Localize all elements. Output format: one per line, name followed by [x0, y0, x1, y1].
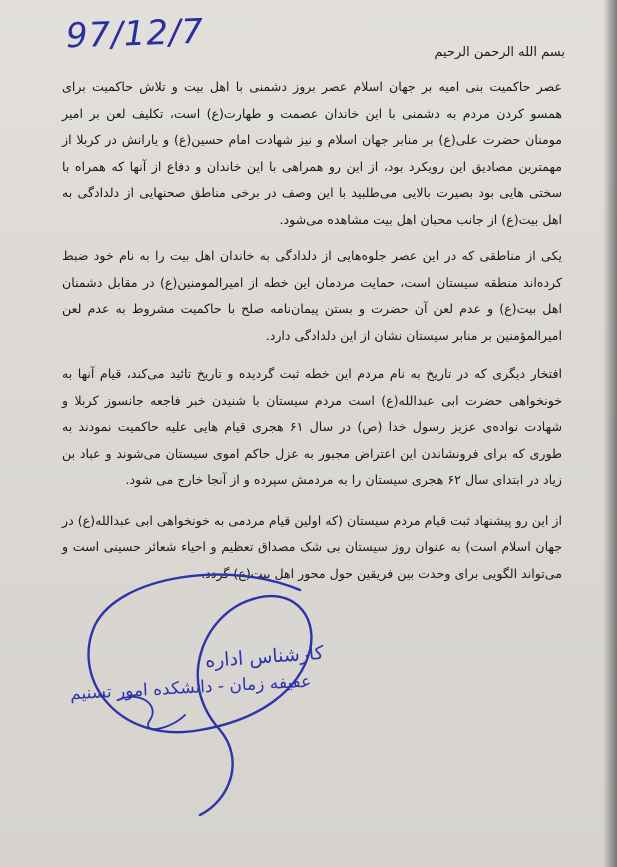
letter-body	[62, 74, 562, 597]
signature-flourish	[118, 697, 185, 729]
paragraph-2: یکی از مناطقی که در این عصر جلوه‌هایی از دلدادگی به خاندان اهل بیت را به نام خود ضبط کرده‌اند منطقه سیستان است، حمایت مردمان این خطه از امیرالمومنین(ع) در مقابل دشمنان اهل بیت(ع) و عدم لعن آن حضرت و بستن پیمان‌نامه صلح با حاکمیت مشروط به عدم لعن امیرالمؤمنین بر منابر سیستان نشان از این دلدادگی دارد.	[62, 248, 562, 343]
bismillah-heading: بسم الله الرحمن الرحیم	[434, 45, 565, 60]
paragraph-1: عصر حاکمیت بنی امیه بر جهان اسلام عصر بروز دشمنی با اهل بیت و تلاش حاکمیت برای همسو کردن مردم به دشمنی با این خاندان عصمت و طهارت(ع) است، تکلیف لعن بر امیر مومنان حضرت علی(ع) بر منابر جهان اسلام و نیز شهادت امام حسین(ع) و یارانش در کربلا از مهمترین مصادیق این رویکرد بود، از این رو همراهی با این خاندان و دفاع از آنها که همراه با سختی هایی بود بصیرت بالایی می‌طلبید با این وصف در برخی مناطق صحنهایی از دلدادگی به اهل بیت(ع) از جانب محبان اهل بیت مشاهده می‌شود.	[62, 79, 562, 227]
paragraph-4: از این رو پیشنهاد ثبت قیام مردم سیستان (که اولین قیام مردمی به خونخواهی ابی عبدالله(ع) در جهان اسلام است) به عنوان روز سیستان بی شک مصداق تعظیم و احیاء شعائر حسینی است و می‌تواند الگویی برای وحدت بین فریقین حول محور اهل بیت(ع) گردد.	[62, 512, 562, 581]
paragraph-3: افتخار دیگری که در تاریخ به نام مردم این خطه ثبت گردیده و تاریخ تائید می‌کند، قیام آنها به خونخواهی حضرت ابی عبدالله(ع) است مردم سیستان با شنیدن خبر فاجعه جانسوز کربلا و شهادت نواده‌ی عزیز رسول خدا (ص) در سال ۶۱ هجری قیام هایی علیه حاکمیت نمودند به طوری که برای فرونشاندن این اعتراض مجبور به عزل حاکم اموی سیستان می‌شوند و عباد بن زیاد در ابتدای سال ۶۲ هجری سیستان را به مردمش سپرده و از آنجا خارج می شود.	[62, 366, 562, 487]
signature-title: کارشناس اداره	[204, 641, 325, 673]
handwritten-date: 97/12/7	[65, 11, 205, 57]
page-edge-shadow	[603, 0, 617, 867]
signature-name: عفیفه زمان - دانشکده امور تسنیم	[69, 671, 312, 705]
